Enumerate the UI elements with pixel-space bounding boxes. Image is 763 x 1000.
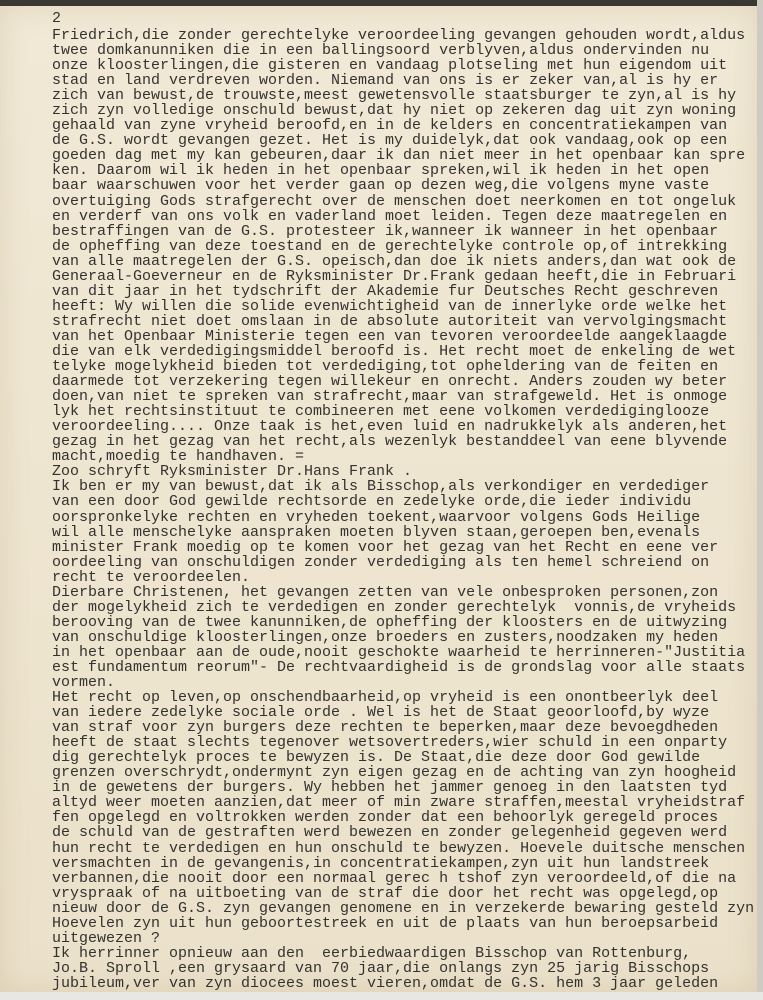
- text-line: de schuld van de gestraften werd bewezen en zonder gelegenheid gegeven werd: [52, 824, 728, 842]
- text-line: macht,moedig te handhaven. =: [52, 448, 305, 466]
- text-line: overtuiging Gods strafgerecht over de menschen doet neerkomen en tot ongeluk: [52, 192, 737, 210]
- text-line: Hoevelen zyn uit hun geboortestreek en uit de plaats van hun beroepsarbeid: [52, 914, 719, 932]
- text-line: van onschuldige kloosterlingen,onze broeders en zusters,noodzaken my heden: [52, 628, 719, 646]
- text-line: wil alle menschelyke aanspraken moeten blyven staan,geroepen ben,evenals: [52, 523, 701, 541]
- text-line: van het Openbaar Ministerie tegen een van tevoren veroordeelde aangeklaagde: [52, 327, 728, 345]
- text-line: de G.S. wordt gevangen gezet. Het is my duidelyk,dat ook vandaag,ook op een: [52, 132, 728, 150]
- typewritten-page: [0, 6, 757, 992]
- text-line: Generaal-Goeverneur en de Ryksminister Dr.Frank gedaan heeft,die in Februari: [52, 267, 737, 285]
- text-line: van iedere zedelyke sociale orde . Wel is het de Staat geoorloofd,by wyze: [52, 704, 710, 722]
- text-line: grenzen overschrydt,ondermynt zyn eigen gezag en de achting van zyn hoogheid: [52, 764, 737, 782]
- text-line: veroordeeling.... Onze taak is het,even luid en nadrukkelyk als anderen,het: [52, 418, 728, 436]
- text-line: twee domkanunniken die in een ballingsoord verblyven,aldus ondervinden nu: [52, 42, 710, 60]
- text-line: Dierbare Christenen, het gevangen zetten van vele onbesproken personen,zon: [52, 583, 719, 601]
- text-line: in de gewetens der burgers. Wy hebben het jammer genoeg in den laatsten tyd: [52, 779, 728, 797]
- text-line: strafrecht niet doet omslaan in de absolute autoriteit van vervolgingsmacht: [52, 312, 728, 330]
- text-line: doen,van niet te spreken van strafrecht,maar van strafgeweld. Het is onmoge: [52, 388, 728, 406]
- text-line: vormen.: [52, 674, 116, 692]
- text-line: goeden dag met my kan gebeuren,daar ik dan niet meer in het openbaar kan spre: [52, 147, 746, 165]
- text-line: heeft: Wy willen die solide evenwichtigheid van de innerlyke orde welke het: [52, 297, 728, 315]
- text-line: ken. Daarom wil ik heden in het openbaar spreken,wil ik heden in het open: [52, 162, 710, 180]
- text-line: Het recht op leven,op onschendbaarheid,op vryheid is een onontbeerlyk deel: [52, 689, 719, 707]
- text-line: zich van bewust,de trouwste,meest gewetensvolle staatsburger te zyn,al is hy: [52, 87, 737, 105]
- text-line: berooving van de twee kanunniken,de opheffing der kloosters en de uitwyzing: [52, 613, 728, 631]
- text-line: oordeeling van onschuldigen zonder verdediging als ten hemel schreiend on: [52, 553, 710, 571]
- text-line: verbannen,die nooit door een normaal gerec h tshof zyn veroordeeld,of die na: [52, 869, 737, 887]
- text-line: die van elk verdedigingsmiddel beroofd is. Het recht moet de enkeling de wet: [52, 342, 737, 360]
- text-line: de opheffing van deze toestand en de gerechtelyke controle op,of intrekking: [52, 237, 728, 255]
- text-line: minister Frank moedig op te komen voor het gezag van het Recht en eene ver: [52, 538, 719, 556]
- text-line: uitgewezen ?: [52, 929, 161, 947]
- text-line: van dit jaar in het tydschrift der Akademie fur Deutsches Recht geschreven: [52, 282, 719, 300]
- text-line: Ik ben er my van bewust,dat ik als Bisschop,als verkondiger en verdediger: [52, 478, 710, 496]
- text-line: bestraffingen van de G.S. protesteer ik,wanneer ik wanneer in het openbaar: [52, 222, 719, 240]
- text-line: gehaald van zyne vryheid beroofd,en in de kelders en concentratiekampen van: [52, 117, 728, 135]
- text-line: heeft de staat slechts tegenover wetsovertreders,wier schuld in een onparty: [52, 734, 728, 752]
- text-line: van straf voor zyn burgers deze rechten te beperken,maar deze bevoegdheden: [52, 719, 719, 737]
- text-line: fen opgelegd en voltrokken werden zonder dat een behoorlyk geregeld proces: [52, 809, 719, 827]
- text-line: baar waarschuwen voor het verder gaan op dezen weg,die volgens myne vaste: [52, 177, 710, 195]
- text-line: Ik herrinner opnieuw aan den eerbiedwaardigen Bisschop van Rottenburg,: [52, 944, 692, 962]
- text-line: dig gerechtelyk proces te bewyzen is. De Staat,die deze door God gewilde: [52, 749, 701, 767]
- text-line: der mogelykheid zich te verdedigen en zonder gerechtelyk vonnis,de vryheids: [52, 598, 737, 616]
- text-line: en verderf van ons volk en vaderland moet leiden. Tegen deze maatregelen en: [52, 207, 728, 225]
- text-line: daarmede tot verzekering tegen willekeur en onrecht. Anders zouden wy beter: [52, 373, 728, 391]
- text-line: lyk het rechtsinstituut te combineeren met eene volkomen verdediginglooze: [52, 403, 710, 421]
- text-line: hun recht te verdedigen en hun onschuld te bewyzen. Hoevele duitsche menschen: [52, 839, 746, 857]
- text-line: in het openbaar aan de oude,nooit geschokte waarheid te herrinneren-"Justitia: [52, 643, 746, 661]
- text-line: Friedrich,die zonder gerechtelyke veroordeeling gevangen gehouden wordt,aldus: [52, 27, 746, 44]
- text-line: van een door God gewilde rechtsorde en zedelyke orde,die ieder individu: [52, 493, 692, 511]
- text-line: zich zyn volledige onschuld bewust,dat hy niet op zekeren dag uit zyn woning: [52, 102, 737, 120]
- scan-background: [0, 992, 763, 1000]
- text-line: altyd weer moeten aanzien,dat meer of min zware straffen,meestal vryheidstraf: [52, 794, 746, 812]
- text-line: van alle maatregelen der G.S. opeisch,dan doe ik niets anders,dan wat ook de: [52, 252, 737, 270]
- document-body: [52, 28, 754, 991]
- text-line: Jo.B. Sproll ,een grysaard van 70 jaar,die onlangs zyn 25 jarig Bisschops: [52, 959, 710, 977]
- page-edge: [757, 0, 763, 1000]
- text-line: est fundamentum reorum"- De rechtvaardigheid is de grondslag voor alle staats: [52, 658, 746, 676]
- text-line: jubileum,ver van zyn diocees moest vieren,omdat de G.S. hem 3 jaar geleden: [52, 974, 719, 992]
- text-line: stad en land verdreven worden. Niemand van ons is er zeker van,al is hy er: [52, 72, 719, 90]
- text-line: onze kloosterlingen,die gisteren en vandaag plotseling met hun eigendom uit: [52, 57, 728, 75]
- text-line: vryspraak of na uitboeting van de straf die door het recht was opgelegd,op: [52, 884, 719, 902]
- text-line: nieuw door de G.S. zyn gevangen genomene en in verzekerde bewaring gesteld zyn: [52, 899, 755, 917]
- text-line: gezag in het gezag van het recht,als wezenlyk bestanddeel van eene blyvende: [52, 433, 728, 451]
- text-line: oorspronkelyke rechten en vryheden toekent,waarvoor volgens Gods Heilige: [52, 508, 701, 526]
- text-line: telyke mogelykheid bieden tot verdediging,tot opheldering van de feiten en: [52, 358, 719, 376]
- text-line: recht te veroordeelen.: [52, 568, 251, 586]
- text-line: Zoo schryft Ryksminister Dr.Hans Frank .: [52, 463, 413, 481]
- page-number: 2: [52, 10, 62, 27]
- text-line: versmachten in de gevangenis,in concentratiekampen,zyn uit hun landstreek: [52, 854, 710, 872]
